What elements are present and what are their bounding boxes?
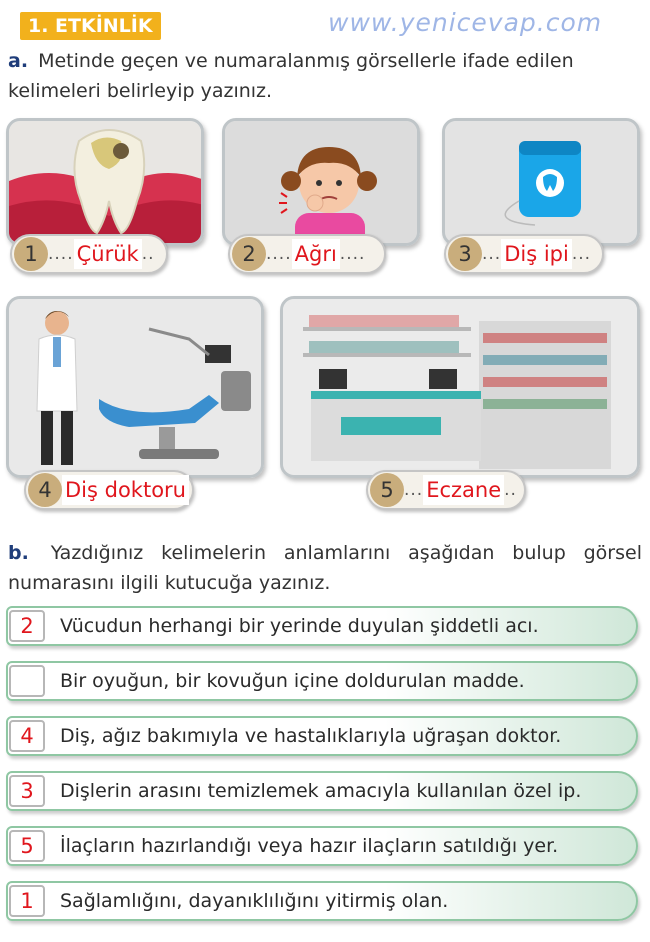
dots: ... xyxy=(404,480,424,500)
number-box[interactable]: 5 xyxy=(9,830,45,862)
definition-text: Vücudun herhangi bir yerinde duyulan şiddetli acı. xyxy=(60,615,539,637)
part-a-text: Metinde geçen ve numaralanmış görsellerle ifade edilen kelimeleri belirleyip yazınız. xyxy=(8,50,574,102)
definition-row xyxy=(6,716,638,756)
answer-pill-3 xyxy=(444,234,604,274)
image-number-1: 1 xyxy=(14,237,48,271)
definition-text: İlaçların hazırlandığı veya hazır ilaçların satıldığı yer. xyxy=(60,835,559,857)
answer-5[interactable]: Eczane xyxy=(423,475,504,505)
activity-badge: 1. ETKİNLİK xyxy=(20,12,161,40)
image-number-5: 5 xyxy=(370,473,404,507)
image-number-3: 3 xyxy=(448,237,482,271)
number-box[interactable]: 2 xyxy=(9,610,45,642)
answer-1[interactable]: Çürük xyxy=(74,239,142,269)
dots: .. xyxy=(141,244,155,264)
definition-row xyxy=(6,606,638,646)
dentist-image xyxy=(6,296,264,478)
part-b-text: Yazdığınız kelimelerin anlamlarını aşağıdan bulup görsel numarasını ilgili kutucuğa yazınız. xyxy=(8,542,642,594)
answer-4[interactable]: Diş doktoru xyxy=(62,475,189,505)
part-b-letter: b. xyxy=(8,542,29,564)
dots: .. xyxy=(504,480,517,500)
answer-pill-1 xyxy=(10,234,168,274)
definition-text: Sağlamlığını, dayanıklılığını yitirmiş olan. xyxy=(60,890,449,912)
tooth-image xyxy=(6,118,204,246)
image-number-4: 4 xyxy=(28,473,62,507)
part-b-instruction xyxy=(8,538,642,598)
dots: .... xyxy=(339,244,366,264)
definition-row xyxy=(6,881,638,921)
toothache-image xyxy=(222,118,420,246)
dentist-icon xyxy=(9,299,264,478)
part-a-instruction xyxy=(8,46,640,106)
answer-pill-4 xyxy=(24,470,194,510)
answer-pill-2 xyxy=(228,234,386,274)
answer-pill-5 xyxy=(366,470,526,510)
number-box[interactable]: 4 xyxy=(9,720,45,752)
definition-row xyxy=(6,771,638,811)
decayed-tooth-icon xyxy=(9,121,204,246)
number-box[interactable]: 3 xyxy=(9,775,45,807)
answer-2[interactable]: Ağrı xyxy=(292,239,340,269)
pharmacy-icon xyxy=(283,299,640,478)
girl-toothache-icon xyxy=(225,121,420,246)
definition-text: Diş, ağız bakımıyla ve hastalıklarıyla uğraşan doktor. xyxy=(60,725,562,747)
dots: ... xyxy=(571,244,592,264)
number-box[interactable] xyxy=(9,665,45,697)
dots: ... xyxy=(482,244,502,264)
part-a-letter: a. xyxy=(8,50,29,72)
definition-row xyxy=(6,826,638,866)
floss-image xyxy=(442,118,640,246)
image-number-2: 2 xyxy=(232,237,266,271)
watermark: www.yenicevap.com xyxy=(328,8,603,37)
dots: .... xyxy=(48,244,74,264)
answer-3[interactable]: Diş ipi xyxy=(501,239,572,269)
definition-row xyxy=(6,661,638,701)
pharmacy-image xyxy=(280,296,640,478)
definition-text: Dişlerin arasını temizlemek amacıyla kullanılan özel ip. xyxy=(60,780,582,802)
definition-text: Bir oyuğun, bir kovuğun içine doldurulan madde. xyxy=(60,670,525,692)
number-box[interactable]: 1 xyxy=(9,885,45,917)
dental-floss-icon xyxy=(445,121,640,246)
dots: .... xyxy=(266,244,292,264)
